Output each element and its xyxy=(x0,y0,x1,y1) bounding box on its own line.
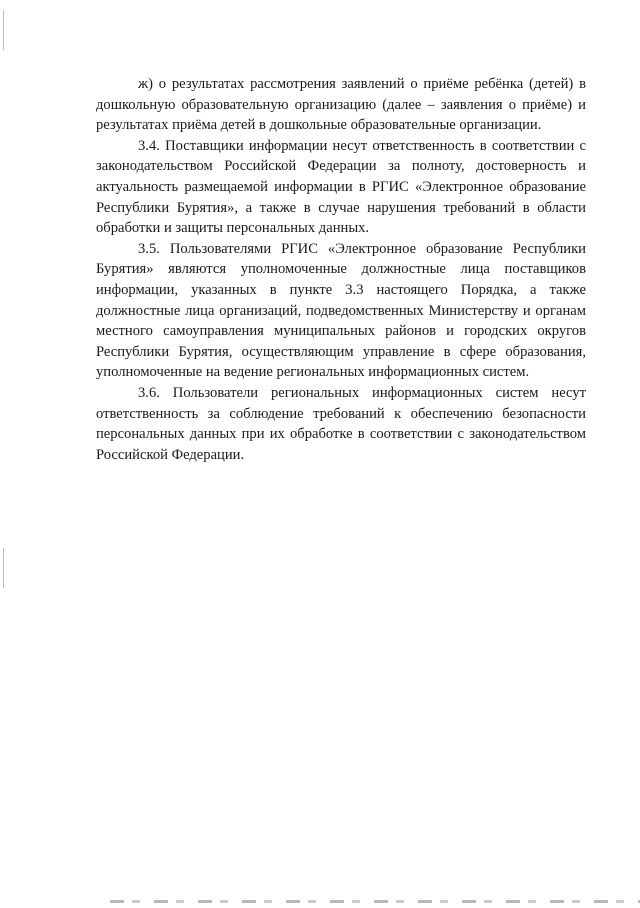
scan-edge-mark xyxy=(3,10,4,50)
document-body xyxy=(96,74,586,465)
paragraph-3-5: 3.5. Пользователями РГИС «Электронное образование Республики Бурятия» являются уполномоченные должностные лица поставщиков информации, указанных в пункте 3.3 настоящего Порядка, а также должностные лица организаций, подведомственных Министерству и органам местного самоуправления муниципальных районов и городских округов Республики Бурятия, осуществляющим управление в сфере образования, уполномоченные на ведение региональных информационных систем. xyxy=(96,240,586,381)
paragraph-item-zh: ж) о результатах рассмотрения заявлений о приёме ребёнка (детей) в дошкольную образовательную организацию (далее – заявления о приёме) и результатах приёма детей в дошкольные образовательные организации. xyxy=(96,76,586,134)
scan-edge-mark xyxy=(3,548,4,588)
paragraph-3-4: 3.4. Поставщики информации несут ответственность в соответствии с законодательством Российской Федерации за полноту, достоверность и актуальность размещаемой информации в РГИС «Электронное образование Республики Бурятия», а также в случае нарушения требований в области обработки и защиты персональных данных. xyxy=(96,137,586,237)
scan-bottom-noise xyxy=(110,900,640,903)
paragraph-3-6: 3.6. Пользователи региональных информационных систем несут ответственность за соблюдение требований к обеспечению безопасности персональных данных при их обработке в соответствии с законодательством Российской Федерации. xyxy=(96,384,586,463)
